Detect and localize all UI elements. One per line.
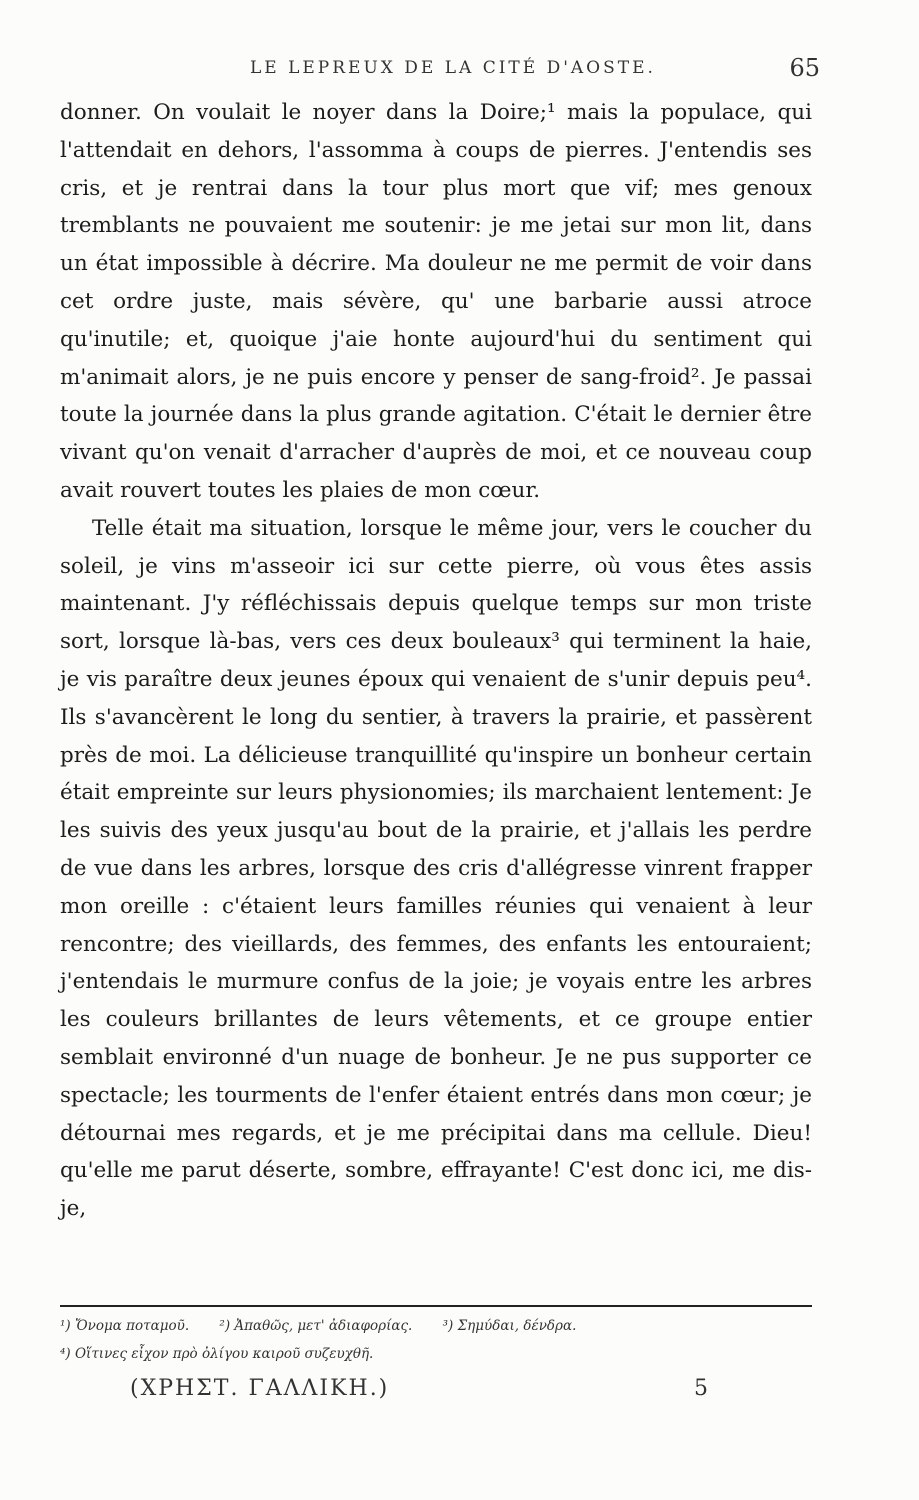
footnote: ³) Σημύδαι, δένδρα.	[442, 1318, 577, 1334]
footnote: ⁴) Οἵτινες εἶχον πρὸ ὀλίγου καιροῦ συζευχθῆ.	[60, 1346, 374, 1362]
page-header	[60, 54, 820, 88]
footnote: ²) Ἀπαθῶς, μετ' ἀδιαφορίας.	[219, 1318, 413, 1334]
running-title: LE LEPREUX DE LA CITÉ D'AOSTE.	[250, 58, 656, 78]
paragraph: Telle était ma situation, lorsque le même jour, vers le coucher du soleil, je vins m'asseoir ici sur cette pierre, où vous êtes assis maintenant. J'y réfléchissais depuis quelque temps sur mon triste sort, lorsque là-bas, vers ces deux bouleaux³ qui terminent la haie, je vis paraître deux jeunes époux qui venaient de s'unir depuis peu⁴. Ils s'avancèrent le long du sentier, à travers la prairie, et passèrent près de moi. La délicieuse tranquillité qu'inspire un bonheur certain était empreinte sur leurs physionomies; ils marchaient lentement: Je les suivis des yeux jusqu'au bout de la prairie, et j'allais les perdre de vue dans les arbres, lorsque des cris d'allégresse vinrent frapper mon oreille : c'étaient leurs familles réunies qui venaient à leur rencontre; des vieillards, des femmes, des enfants les entouraient; j'entendais le murmure confus de la joie; je voyais entre les arbres les couleurs brillantes de leurs vêtements, et ce groupe entier semblait environné d'un nuage de bonheur. Je ne pus supporter ce spectacle; les tourments de l'enfer étaient entrés dans mon cœur; je détournai mes regards, et je me précipitai dans ma cellule. Dieu! qu'elle me parut déserte, sombre, effrayante! C'est donc ici, me dis-je,	[60, 515, 812, 1222]
collection-title: (ΧΡΗΣΤ. ΓΑΛΛΙΚΗ.)	[130, 1376, 390, 1401]
sheet-number: 5	[694, 1376, 710, 1401]
footnote: ¹) Ὄνομα ποταμοῦ.	[60, 1318, 190, 1334]
body-text	[60, 94, 812, 1228]
paragraph: donner. On voulait le noyer dans la Doire;¹ mais la populace, qui l'attendait en dehors, l'assomma à coups de pierres. J'entendis ses cris, et je rentrai dans la tour plus mort que vif; mes genoux tremblants ne pouvaient me soutenir: je me jetai sur mon lit, dans un état impossible à décrire. Ma douleur ne me permit de voir dans cet ordre juste, mais sévère, qu' une barbarie aussi atroce qu'inutile; et, quoique j'aie honte aujourd'hui du sentiment qui m'animait alors, je ne puis encore y penser de sang-froid². Je passai toute la journée dans la plus grande agitation. C'était le dernier être vivant qu'on venait d'arracher d'auprès de moi, et ce nouveau coup avait rouvert toutes les plaies de mon cœur.	[60, 100, 812, 503]
footnotes	[60, 1305, 812, 1367]
page-number: 65	[789, 54, 820, 82]
